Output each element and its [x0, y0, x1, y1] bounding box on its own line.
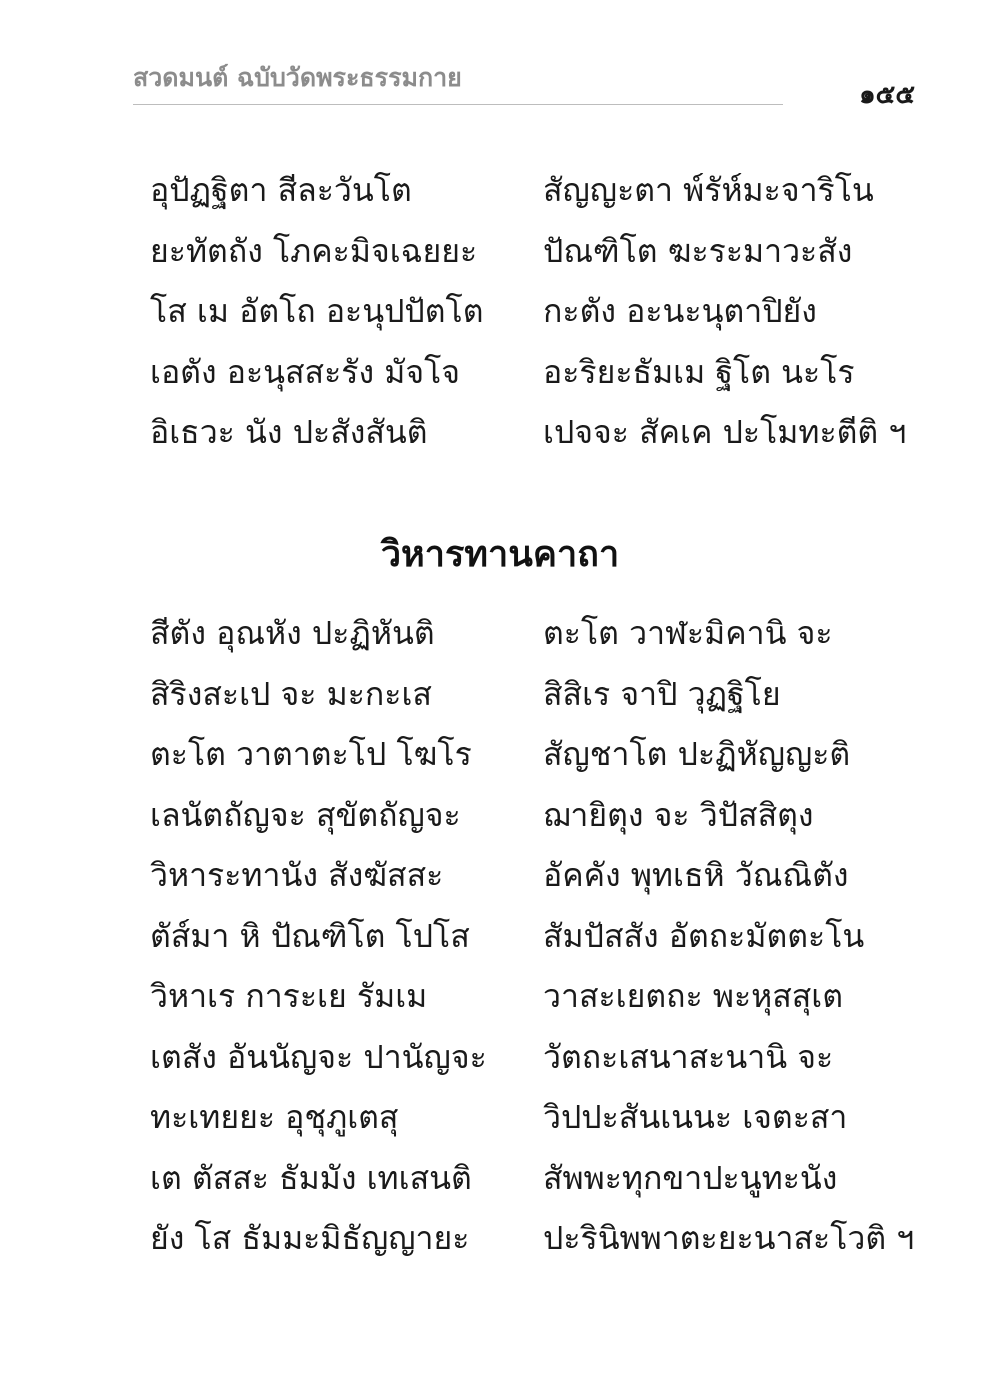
verse-line-right: อะริยะธัมเม ฐิโต นะโร	[543, 352, 855, 391]
verse-line-right: ปะรินิพพาตะยะนาสะโวติ ฯ	[543, 1219, 915, 1257]
verse-line	[150, 668, 930, 729]
section-title: วิหารทานคาถา	[380, 534, 620, 575]
verse-line-left: เตสัง อันนัญจะ ปานัญจะ	[150, 1037, 487, 1076]
verse-line-left: สิริงสะเป จะ มะกะเส	[150, 674, 432, 713]
verse-line-left: สีตัง อุณหัง ปะฏิหันติ	[150, 614, 435, 652]
verse-line-right: วัตถะเสนาสะนานิ จะ	[543, 1037, 834, 1076]
verse-line-right: วาสะเยตถะ พะหุสสุเต	[543, 977, 844, 1015]
verse-line	[150, 849, 930, 910]
verse-line	[150, 789, 930, 850]
verse-line	[150, 970, 930, 1031]
header-divider	[133, 104, 783, 105]
verse-line	[150, 1031, 930, 1092]
verse-line-left: ตัส์มา หิ ปัณฑิโต โปโส	[150, 916, 470, 955]
verse-line-right: ตะโต วาฬะมิคานิ จะ	[543, 614, 833, 652]
verse-line-left: ยะทัตถัง โภคะมิจเฉยยะ	[150, 231, 478, 270]
page-number: ๑๕๕	[859, 80, 915, 110]
verse-line-left: โส เม อัตโถ อะนุปปัตโต	[150, 292, 484, 330]
verse-line	[150, 225, 930, 286]
verse-line-right: เปจจะ สัคเค ปะโมทะตีติ ฯ	[543, 413, 907, 451]
verse-line-left: วิหาเร การะเย รัมเม	[150, 977, 428, 1015]
verse-block-2	[150, 607, 930, 1273]
verse-line-left: ยัง โส ธัมมะมิธัญญายะ	[150, 1219, 470, 1257]
verse-block-1	[150, 164, 930, 467]
verse-line-right: สัพพะทุกขาปะนูทะนัง	[543, 1158, 838, 1197]
verse-line-right: สัมปัสสัง อัตถะมัตตะโน	[543, 916, 865, 955]
verse-line	[150, 910, 930, 971]
verse-line-left: เอตัง อะนุสสะรัง มัจโจ	[150, 352, 461, 391]
verse-line	[150, 164, 930, 225]
verse-line-right: ปัณฑิโต ฆะระมาวะสัง	[543, 231, 853, 270]
verse-line-right: อัคคัง พุทเธหิ วัณณิตัง	[543, 856, 849, 894]
verse-line-left: เลนัตถัญจะ สุขัตถัญจะ	[150, 795, 461, 834]
verse-line-left: ตะโต วาตาตะโป โฆโร	[150, 735, 472, 773]
verse-line-right: ฌายิตุง จะ วิปัสสิตุง	[543, 795, 814, 834]
verse-line-right: วิปปะสันเนนะ เจตะสา	[543, 1098, 848, 1136]
verse-line	[150, 285, 930, 346]
verse-line	[150, 1212, 930, 1273]
verse-line-left: เต ตัสสะ ธัมมัง เทเสนติ	[150, 1158, 472, 1197]
verse-line	[150, 1152, 930, 1213]
running-header-title: สวดมนต์ ฉบับวัดพระธรรมกาย	[133, 63, 462, 92]
verse-line-right: สิสิเร จาปิ วุฏฐิโย	[543, 674, 781, 713]
verse-line	[150, 728, 930, 789]
verse-line-right: สัญชาโต ปะฏิหัญญะติ	[543, 735, 851, 773]
verse-line-left: ทะเทยยะ อุชุภูเตสุ	[150, 1098, 399, 1136]
verse-line-left: วิหาระทานัง สังฆัสสะ	[150, 856, 444, 894]
verse-line	[150, 1091, 930, 1152]
verse-line-left: อิเธวะ นัง ปะสังสันติ	[150, 413, 428, 451]
verse-line	[150, 607, 930, 668]
verse-line-right: สัญญะตา พ์รัห์มะจาริโน	[543, 171, 874, 209]
verse-line-left: อุปัฏฐิตา สีละวันโต	[150, 171, 412, 209]
verse-line-right: กะตัง อะนะนุตาปิยัง	[543, 292, 817, 330]
verse-line	[150, 406, 930, 467]
verse-line	[150, 346, 930, 407]
